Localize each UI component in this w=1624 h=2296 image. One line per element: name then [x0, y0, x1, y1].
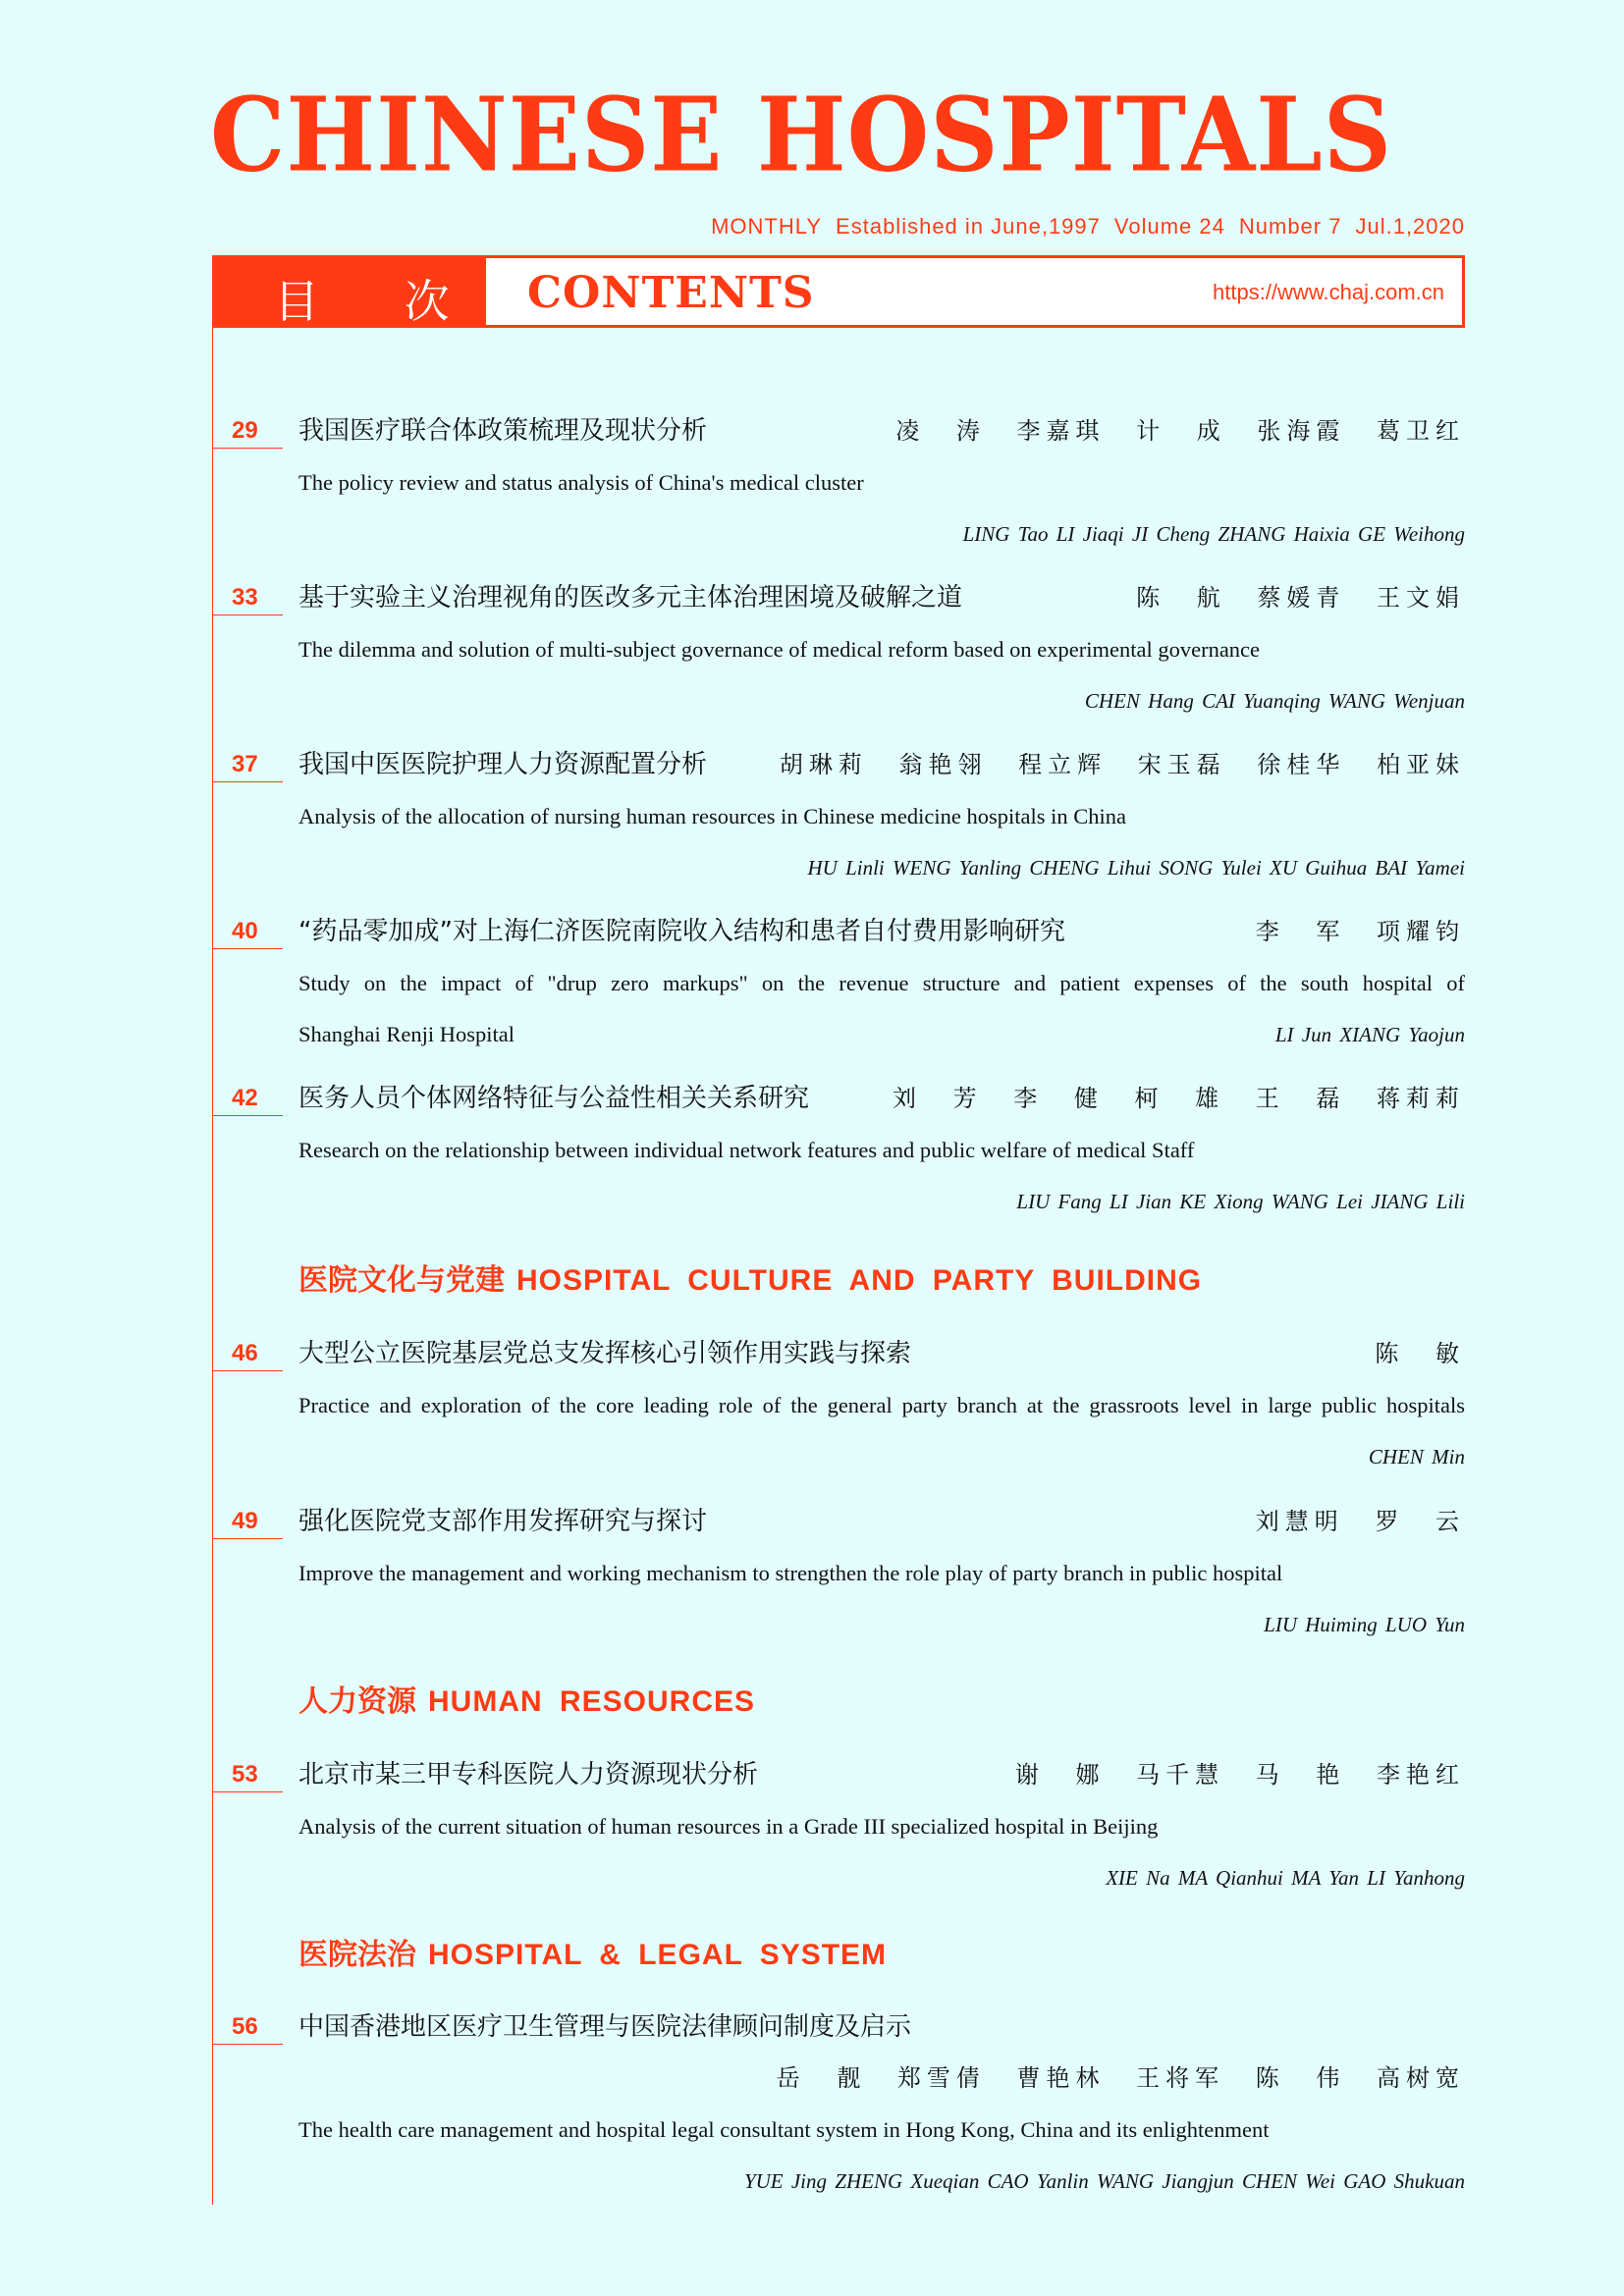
- page-number: 29: [232, 417, 258, 444]
- cn-authors: 岳 靓 郑雪倩 曹艳林 王将军 陈 伟 高树宽: [776, 2064, 1465, 2092]
- en-title: Analysis of the current situation of human resources in a Grade III specialized hospital in Beijing: [298, 1814, 1159, 1839]
- cn-title: 中国香港地区医疗卫生管理与医院法律顾问制度及启示: [298, 2012, 912, 2042]
- en-authors: CHEN Hang CAI Yuanqing WANG Wenjuan: [1084, 689, 1465, 713]
- contents-cn-box: [215, 258, 486, 328]
- issue-frequency: MONTHLY: [711, 214, 823, 239]
- page-number-rule: [212, 1370, 283, 1371]
- en-title: Improve the management and working mechanism to strengthen the role play of party branch in public hospital: [298, 1561, 1283, 1585]
- journal-title: CHINESE HOSPITALS: [210, 75, 1393, 195]
- en-title-continued: Shanghai Renji Hospital: [298, 1022, 514, 1046]
- cn-title: 我国医疗联合体政策梳理及现状分析: [298, 416, 708, 446]
- page-number-rule: [212, 781, 283, 782]
- cn-authors: 刘慧明 罗 云: [1255, 1508, 1465, 1535]
- en-title: Analysis of the allocation of nursing human resources in Chinese medicine hospitals in China: [298, 804, 1126, 828]
- section-heading-legal: [298, 1938, 887, 1977]
- contents-cn-title: 目 次: [274, 275, 485, 328]
- page-number: 37: [232, 751, 258, 777]
- page-number-rule: [212, 448, 283, 449]
- en-authors: XIE Na MA Qianhui MA Yan LI Yanhong: [1106, 1866, 1465, 1890]
- en-authors: LING Tao LI Jiaqi JI Cheng ZHANG Haixia GE Weihong: [962, 522, 1465, 546]
- page-number: 49: [232, 1508, 258, 1534]
- en-title: The dilemma and solution of multi-subject governance of medical reform based on experimental governance: [298, 637, 1261, 662]
- page-number: 33: [232, 584, 258, 611]
- page-number-rule: [212, 614, 283, 615]
- en-title: Study on the impact of "drup zero markups" on the revenue structure and patient expenses of the south hospital of: [298, 971, 1465, 995]
- page-number-rule: [212, 2044, 283, 2045]
- contents-header-bar: [212, 255, 1465, 328]
- page-number-rule: [212, 1791, 283, 1792]
- cn-authors: 谢 娜 马千慧 马 艳 李艳红: [1014, 1761, 1465, 1789]
- page-number: 42: [232, 1085, 258, 1111]
- en-title: The policy review and status analysis of China's medical cluster: [298, 470, 864, 495]
- cn-authors: 凌 涛 李嘉琪 计 成 张海霞 葛卫红: [895, 417, 1465, 445]
- page-number-rule: [212, 1115, 283, 1116]
- issue-info: [711, 214, 1465, 240]
- en-authors: YUE Jing ZHENG Xueqian CAO Yanlin WANG Jiangjun CHEN Wei GAO Shukuan: [743, 2169, 1465, 2193]
- section-heading-human-resources: [298, 1684, 755, 1724]
- cn-title: 北京市某三甲专科医院人力资源现状分析: [298, 1760, 759, 1789]
- page-number-rule: [212, 1538, 283, 1539]
- section-cn: 医院文化与党建: [298, 1263, 505, 1298]
- en-title: Research on the relationship between individual network features and public welfare of medical Staff: [298, 1138, 1195, 1162]
- section-cn: 医院法治: [298, 1938, 416, 1972]
- website-link[interactable]: https://www.chaj.com.cn: [1213, 280, 1444, 304]
- en-authors: HU Linli WENG Yanling CHENG Lihui SONG Yulei XU Guihua BAI Yamei: [807, 856, 1465, 880]
- cn-title: “药品零加成”对上海仁济医院南院收入结构和患者自付费用影响研究: [298, 917, 1065, 946]
- cn-title: 基于实验主义治理视角的医改多元主体治理困境及破解之道: [298, 583, 963, 613]
- en-title: Practice and exploration of the core leading role of the general party branch at the grassroots level in large public hospitals: [298, 1393, 1465, 1417]
- cn-title: 强化医院党支部作用发挥研究与探讨: [298, 1507, 708, 1536]
- cn-authors: 陈 敏: [1375, 1340, 1465, 1367]
- section-en: HOSPITAL CULTURE AND PARTY BUILDING: [516, 1264, 1203, 1297]
- en-title: The health care management and hospital legal consultant system in Hong Kong, China and its enlightenment: [298, 2117, 1270, 2142]
- page-number: 40: [232, 918, 258, 944]
- cn-authors: 胡琳莉 翁艳翎 程立辉 宋玉磊 徐桂华 柏亚妹: [779, 751, 1465, 778]
- en-authors: LIU Fang LI Jian KE Xiong WANG Lei JIANG Lili: [1016, 1190, 1465, 1213]
- issue-number: Number 7: [1238, 214, 1342, 239]
- cn-title: 大型公立医院基层党总支发挥核心引领作用实践与探索: [298, 1339, 912, 1368]
- margin-rule: [212, 328, 213, 2205]
- section-heading-culture: [298, 1263, 1202, 1303]
- cn-authors: 陈 航 蔡媛青 王文娟: [1136, 584, 1465, 612]
- issue-volume: Volume 24: [1113, 214, 1225, 239]
- page-number: 56: [232, 2013, 258, 2040]
- page-number: 46: [232, 1340, 258, 1366]
- en-authors: LI Jun XIANG Yaojun: [1274, 1023, 1465, 1046]
- cn-title: 我国中医医院护理人力资源配置分析: [298, 750, 708, 779]
- issue-date: Jul.1,2020: [1355, 214, 1465, 239]
- section-cn: 人力资源: [298, 1684, 416, 1719]
- section-en: HOSPITAL & LEGAL SYSTEM: [428, 1939, 888, 1971]
- cn-authors: 刘 芳 李 健 柯 雄 王 磊 蒋莉莉: [892, 1085, 1465, 1112]
- en-authors: LIU Huiming LUO Yun: [1264, 1613, 1465, 1636]
- contents-en-title: CONTENTS: [527, 268, 815, 318]
- page-number: 53: [232, 1761, 258, 1788]
- cn-authors: 李 军 项耀钧: [1255, 918, 1465, 945]
- section-en: HUMAN RESOURCES: [428, 1685, 756, 1718]
- issue-established: Established in June,1997: [836, 214, 1101, 239]
- page-number-rule: [212, 948, 283, 949]
- cn-title: 医务人员个体网络特征与公益性相关关系研究: [298, 1084, 810, 1113]
- en-authors: CHEN Min: [1368, 1445, 1465, 1468]
